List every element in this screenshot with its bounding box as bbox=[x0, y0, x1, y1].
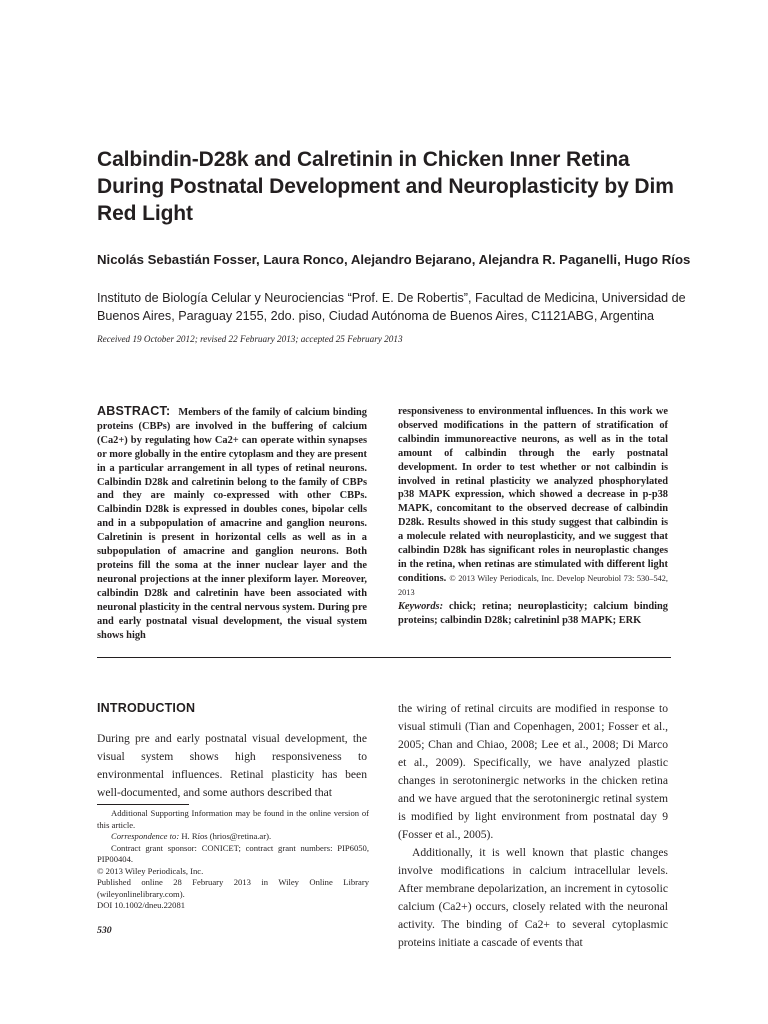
correspondence-contact: H. Ríos (hrios@retina.ar). bbox=[181, 831, 272, 841]
footnotes bbox=[97, 808, 369, 912]
introduction-right-column bbox=[398, 700, 668, 952]
affiliation: Instituto de Biología Celular y Neurociencias “Prof. E. De Robertis”, Facultad de Medicina, Universidad de Buenos Aires, Paraguay 2155, 2do. piso, Ciudad Autónoma de Buenos Aires, C1121ABG, Argentina bbox=[97, 291, 686, 323]
abstract-heading: ABSTRACT: bbox=[97, 404, 171, 418]
article-title: Calbindin-D28k and Calretinin in Chicken Inner Retina During Postnatal Development and Neuroplasticity by Dim Red Light bbox=[97, 148, 674, 225]
abstract-left-column bbox=[97, 405, 367, 642]
footnote-correspondence bbox=[97, 831, 369, 843]
footnote-support: Additional Supporting Information may be found in the online version of this article. bbox=[97, 808, 369, 830]
introduction-paragraph-3: Additionally, it is well known that plastic changes involve modifications in calcium intracellular levels. After membrane depolarization, an increment in cytosolic calcium (Ca2+) occurs, closely related with the neuronal activity. The binding of Ca2+ to several cytoplasmic proteins initiate a cascade of events that bbox=[398, 846, 668, 949]
keywords: chick; retina; neuroplasticity; calcium binding proteins; calbindin D28k; calretininl p38 MAPK; ERK bbox=[398, 600, 668, 626]
abstract-text-part1: Members of the family of calcium binding proteins (CBPs) are involved in the buffering of calcium (Ca2+) by regulating how Ca2+ can operate within synapses or more globally in the entire cytoplasm and they are present in a particular arrangement in all types of retinal neurons. Calbindin D28k and calretinin belong to the family of CBPs and they are mainly co-expressed with other CBPs. Calbindin D28k is expressed in doubles cones, bipolar cells and in a subpopulation of amacrine and ganglion neurons. Calretinin is present in horizontal cells as well as in a subpopulation of amacrine and ganglion neurons. Both proteins fill the soma at the inner nuclear layer and the neuronal projections at the inner plexiform layer. Moreover, calbindin D28k and calretinin have been associated with neuronal plasticity in the central nervous system. During pre and early postnatal visual development, the visual system shows high bbox=[97, 407, 367, 641]
introduction-paragraph-1: During pre and early postnatal visual development, the visual system shows high responsiveness to environmental influences. Retinal plasticity has been well-documented, and some authors described that bbox=[97, 732, 367, 799]
footnote-grant: Contract grant sponsor: CONICET; contract grant numbers: PIP6050, PIP00404. bbox=[97, 842, 369, 864]
footnote-copyright: © 2013 Wiley Periodicals, Inc. bbox=[97, 865, 204, 876]
page-number: 530 bbox=[97, 925, 112, 936]
footnote-divider bbox=[97, 804, 189, 805]
introduction-heading: INTRODUCTION bbox=[97, 701, 196, 715]
introduction-paragraph-2: the wiring of retinal circuits are modified in response to visual stimuli (Tian and Copenhagen, 2001; Fosser et al., 2005; Chan and Chiao, 2008; Lee et al., 2008; Di Marco et al., 2009). Specifically, we have analyzed plastic changes in serotoninergic networks in the chicken retina and we have argued that the serotoninergic retinal system is modified by light environment from postnatal day 9 (Fosser et al., 2005). bbox=[398, 702, 668, 841]
abstract-copyright: © 2013 Wiley Periodicals, Inc. Develop Neurobiol 73: 530–542, 2013 bbox=[398, 573, 668, 597]
received-dates: Received 19 October 2012; revised 22 February 2013; accepted 25 February 2013 bbox=[97, 334, 403, 344]
keywords-label: Keywords: bbox=[398, 600, 444, 612]
abstract-right-column bbox=[398, 405, 668, 628]
author-list: Nicolás Sebastián Fosser, Laura Ronco, Alejandro Bejarano, Alejandra R. Paganelli, Hugo Ríos bbox=[97, 252, 691, 267]
correspondence-label: Correspondence to: bbox=[111, 831, 180, 841]
footnote-published: Published online 28 February 2013 in Wiley Online Library (wileyonlinelibrary.com). bbox=[97, 877, 369, 899]
abstract-text-part2: responsiveness to environmental influences. In this work we observed modifications in the pattern of stratification of calbindin immunoreactive neurons, as well as in the total amount of calbindin through the early postnatal development. In order to test whether or not calbindin is involved in retinal plasticity we analyzed phosphorylated p38 MAPK expression, which showed a decrease in p-p38 MAPK, concomitant to the observed decrease of calbindin D28k. Results showed in this study suggest that calbindin is a molecule related with neuroplasticity, and we suggest that calbindin D28k has significant roles in neuroplastic changes in the retina, when retinas are stimulated with different light conditions. bbox=[398, 406, 668, 584]
abstract-divider bbox=[97, 657, 671, 658]
footnote-doi: DOI 10.1002/dneu.22081 bbox=[97, 900, 186, 910]
